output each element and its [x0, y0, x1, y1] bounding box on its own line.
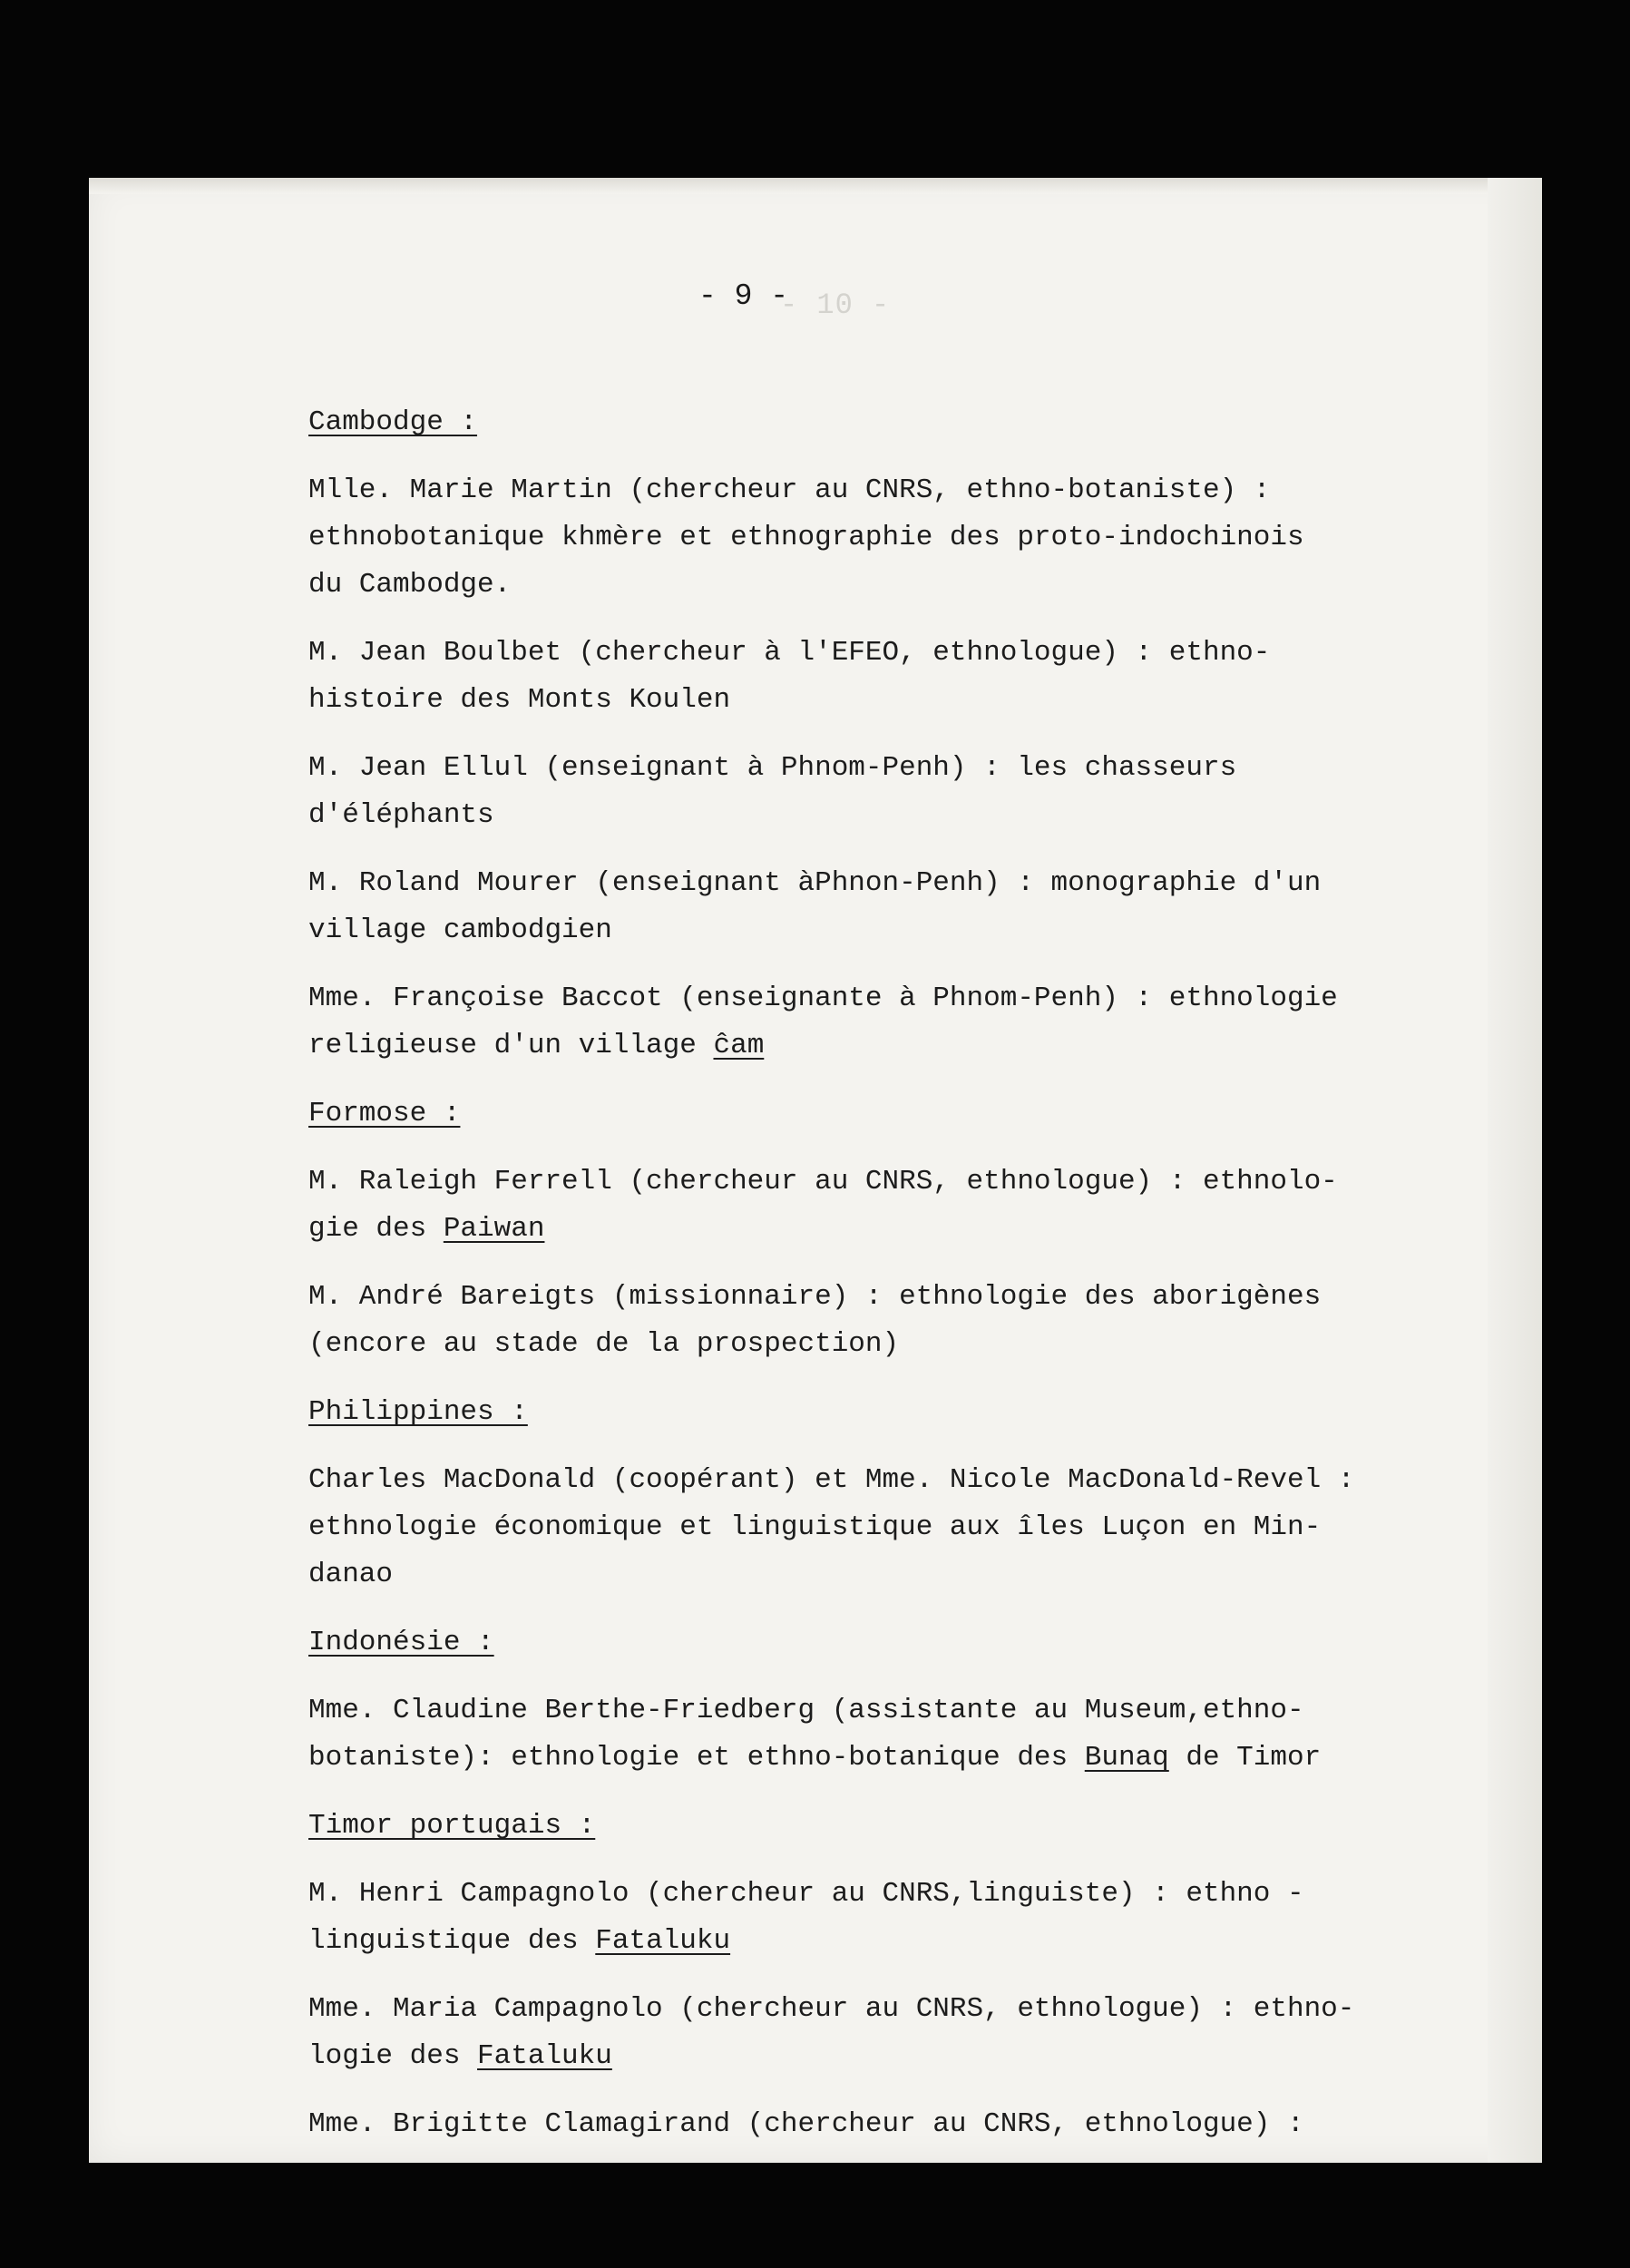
- entry-henri-campagnolo: M. Henri Campagnolo (chercheur au CNRS,linguiste) : ethno - linguistique des Fataluku: [308, 1878, 1304, 1957]
- section-heading-indonesie: Indonésie :: [308, 1627, 494, 1658]
- page-number: - 9 -: [698, 279, 789, 313]
- bleed-through-page-number: - 10 -: [780, 288, 891, 322]
- entry-jean-ellul: M. Jean Ellul (enseignant à Phnom-Penh) : les chasseurs d'éléphants: [308, 752, 1237, 831]
- section-heading-philippines: Philippines :: [308, 1396, 528, 1428]
- entry-jean-boulbet: M. Jean Boulbet (chercheur à l'EFEO, ethnologue) : ethno- histoire des Monts Koulen: [308, 637, 1271, 716]
- entry-claudine-berthe-friedberg: Mme. Claudine Berthe-Friedberg (assistante au Museum,ethno- botaniste): ethnologie et ethno-botanique des Bunaq de Timor: [308, 1695, 1322, 1774]
- paper-right-edge: [1488, 178, 1542, 2163]
- entry-roland-mourer: M. Roland Mourer (enseignant àPhnon-Penh) : monographie d'un village cambodgien: [308, 867, 1322, 946]
- entry-maria-campagnolo: Mme. Maria Campagnolo (chercheur au CNRS, ethnologue) : ethno- logie des Fataluku: [308, 1993, 1355, 2072]
- document-body: [308, 399, 1442, 2169]
- section-heading-cambodge: Cambodge :: [308, 406, 478, 438]
- entry-raleigh-ferrell: M. Raleigh Ferrell (chercheur au CNRS, ethnologue) : ethnolo- gie des Paiwan: [308, 1166, 1338, 1245]
- section-heading-timor-portugais: Timor portugais :: [308, 1810, 596, 1842]
- entry-andre-bareigts: M. André Bareigts (missionnaire) : ethnologie des aborigènes (encore au stade de la prospection): [308, 1281, 1322, 1360]
- entry-francoise-baccot: Mme. Françoise Baccot (enseignante à Phnom-Penh) : ethnologie religieuse d'un village ĉam: [308, 982, 1338, 1061]
- entry-macdonald: Charles MacDonald (coopérant) et Mme. Nicole MacDonald-Revel : ethnologie économique et linguistique aux îles Luçon en Min- danao: [308, 1464, 1355, 1590]
- entry-marie-martin: Mlle. Marie Martin (chercheur au CNRS, ethno-botaniste) : ethnobotanique khmère et ethnographie des proto-indochinois du Cambodge.: [308, 474, 1304, 601]
- paper-top-shadow: [89, 178, 1540, 194]
- section-heading-formose: Formose :: [308, 1098, 461, 1129]
- entry-brigitte-clamagirand: Mme. Brigitte Clamagirand (chercheur au CNRS, ethnologue) :: [308, 2108, 1304, 2140]
